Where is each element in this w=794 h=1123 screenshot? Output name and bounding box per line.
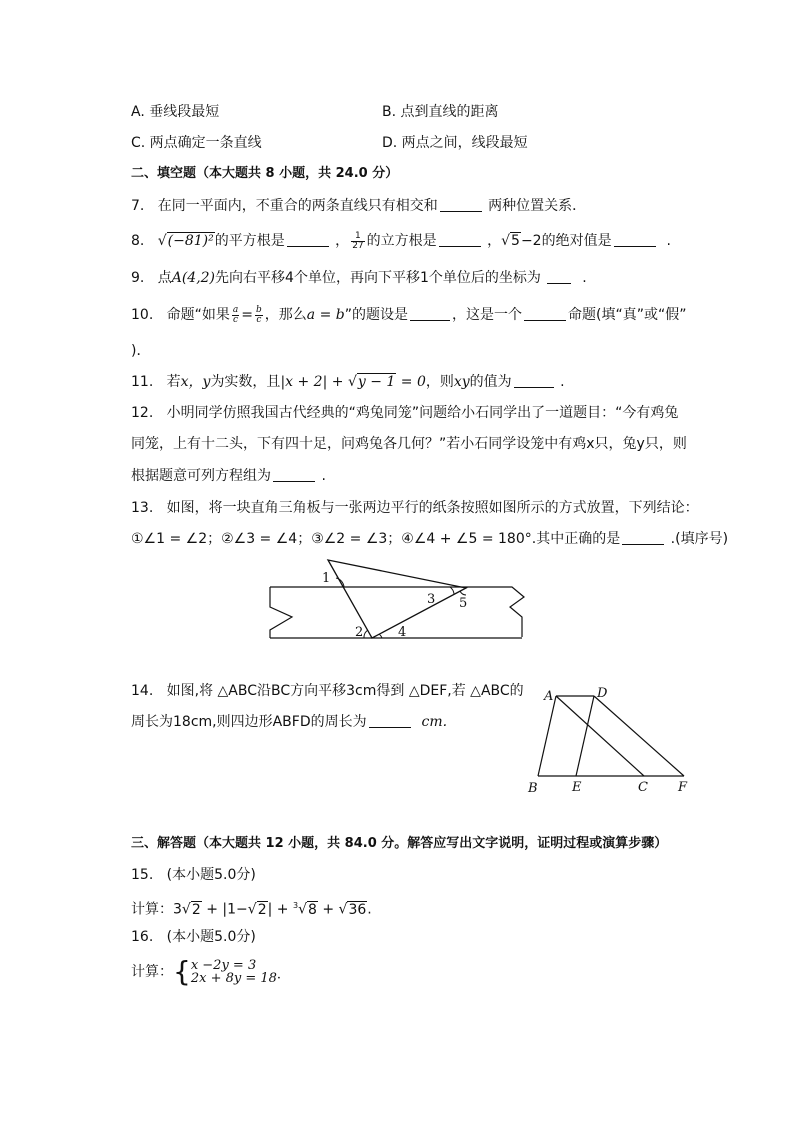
point-label-d: D bbox=[597, 686, 608, 701]
question-15-expression bbox=[131, 896, 372, 920]
question-12-line-1 bbox=[131, 403, 678, 423]
question-text: 先向右平移4个单位，再向下平移1个单位后的坐标为 bbox=[215, 270, 541, 286]
answer-blank[interactable] bbox=[547, 269, 571, 284]
question-text: 的绝对值是 bbox=[541, 233, 612, 249]
expression-part: | + bbox=[267, 901, 293, 918]
question-11 bbox=[131, 372, 565, 392]
question-16-header bbox=[131, 927, 256, 947]
sqrt-sign: √ bbox=[338, 901, 348, 918]
sqrt-expression: y − 1 bbox=[357, 374, 396, 390]
sqrt-5: 5 bbox=[511, 233, 520, 249]
answer-blank[interactable] bbox=[614, 232, 656, 247]
fraction-a-c: $\frac{a}{c}$ bbox=[232, 304, 239, 325]
end-mark: . bbox=[321, 468, 326, 484]
calc-label: 计算： bbox=[131, 901, 173, 918]
question-text: ”的题设是 bbox=[344, 307, 408, 323]
question-number: 11. bbox=[131, 374, 154, 390]
unit: cm. bbox=[421, 714, 448, 730]
condition: a = b bbox=[306, 307, 345, 323]
expression-part: + bbox=[317, 901, 339, 918]
score: (本小题5.0分) bbox=[166, 929, 256, 945]
question-15-header bbox=[131, 865, 256, 885]
point-label-a: A bbox=[544, 689, 554, 704]
product-xy: xy bbox=[453, 374, 470, 390]
question-text: 的平方根是 bbox=[214, 233, 285, 249]
question-12-line-2: 同笼，上有十二头，下有四十足，问鸡兔各几何？”若小石同学设笼中有鸡x只，兔y只，则 bbox=[131, 436, 687, 452]
question-12-line-3 bbox=[131, 466, 326, 486]
section-3-title: 三、解答题（本大题共 12 小题，共 84.0 分。解答应写出文字说明，证明过程或演算步骤） bbox=[131, 836, 668, 851]
score: (本小题5.0分) bbox=[166, 867, 256, 883]
end-mark: . bbox=[582, 270, 587, 286]
question-number: 8. bbox=[131, 233, 145, 249]
radicand: 36 bbox=[348, 901, 367, 918]
point-label-b: B bbox=[528, 781, 538, 796]
question-7 bbox=[131, 196, 586, 216]
question-16-system bbox=[131, 955, 282, 988]
coefficient: 3 bbox=[173, 901, 182, 918]
expression-part: + |1− bbox=[201, 901, 248, 918]
answer-blank[interactable] bbox=[410, 306, 450, 321]
answer-blank[interactable] bbox=[440, 197, 482, 212]
answer-blank[interactable] bbox=[622, 530, 664, 545]
question-text: ，则 bbox=[425, 374, 454, 390]
question-text: 在同一平面内，不重合的两条直线只有相交和 bbox=[157, 198, 438, 214]
sqrt-sign: √ bbox=[501, 233, 511, 249]
abs-expression: |x + 2| + bbox=[280, 374, 348, 390]
question-text: ，这是一个 bbox=[451, 307, 522, 323]
question-13-line-2 bbox=[131, 529, 728, 549]
question-number: 13. bbox=[131, 500, 154, 516]
angle-label-4: 4 bbox=[398, 625, 407, 640]
question-14-line-2 bbox=[131, 712, 447, 732]
answer-blank[interactable] bbox=[439, 232, 481, 247]
question-number: 15. bbox=[131, 867, 154, 883]
radicand: 8 bbox=[307, 901, 317, 918]
point-label-e: E bbox=[572, 780, 582, 795]
question-text: 小明同学仿照我国古代经典的“鸡兔同笼”问题给小石同学出了一道题目：“今有鸡兔 bbox=[166, 405, 679, 421]
sqrt-sign: √ bbox=[157, 233, 167, 249]
question-8: 8. √(−81)²的平方根是 ， $\frac{1}{27}$ 的立方根是 ，√5−2的绝对值是 . bbox=[131, 230, 671, 251]
point-label: A(4,2) bbox=[171, 270, 216, 286]
fraction: $\frac{1}{27}$ bbox=[352, 230, 364, 251]
radicand: 2 bbox=[257, 901, 267, 918]
angle-label-5: 5 bbox=[459, 596, 468, 611]
option-d: D. 两点之间，线段最短 bbox=[382, 135, 528, 151]
question-text: ，那么 bbox=[264, 307, 307, 323]
question-text: 命题(填“真”或“假” bbox=[567, 307, 687, 323]
question-text: 的立方根是 bbox=[366, 233, 437, 249]
question-text: 根据题意可列方程组为 bbox=[131, 468, 271, 484]
question-number: 10. bbox=[131, 307, 154, 323]
sqrt-sign: √ bbox=[298, 901, 307, 918]
variables: x，y bbox=[180, 374, 211, 390]
end-mark: . bbox=[560, 374, 565, 390]
question-text: 如图,将 △ABC沿BC方向平移3cm得到 △DEF,若 △ABC的 bbox=[166, 683, 524, 699]
question-number: 16. bbox=[131, 929, 154, 945]
answer-blank[interactable] bbox=[369, 713, 411, 728]
end-mark: · bbox=[276, 971, 282, 986]
brace-icon: { bbox=[173, 955, 191, 988]
sqrt-sign: √ bbox=[181, 901, 191, 918]
question-text: ①∠1 = ∠2；②∠3 = ∠4；③∠2 = ∠3；④∠4 + ∠5 = 180°.其中正确的是 bbox=[131, 531, 621, 547]
question-text: 点 bbox=[157, 270, 172, 286]
question-text: 若 bbox=[166, 374, 181, 390]
root-index: 3 bbox=[292, 901, 299, 910]
sqrt-expression: (−81)² bbox=[167, 233, 214, 249]
equation-system bbox=[191, 959, 281, 985]
question-9 bbox=[131, 268, 587, 288]
minus-two: −2 bbox=[520, 233, 542, 249]
answer-blank[interactable] bbox=[273, 467, 315, 482]
angle-label-1: 1 bbox=[322, 571, 331, 586]
fraction-b-c: $\frac{b}{c}$ bbox=[256, 304, 262, 325]
question-number: 7. bbox=[131, 198, 145, 214]
equation-1: x −2y = 3 bbox=[190, 958, 257, 973]
point-label-f: F bbox=[678, 780, 688, 795]
end-mark: . bbox=[666, 233, 671, 249]
sqrt-sign: √ bbox=[247, 901, 257, 918]
question-14-line-1 bbox=[131, 681, 524, 701]
answer-blank[interactable] bbox=[524, 306, 566, 321]
option-b: B. 点到直线的距离 bbox=[382, 104, 499, 120]
question-text: 的值为 bbox=[469, 374, 512, 390]
equation-2: 2x + 8y = 18 bbox=[190, 971, 277, 986]
question-text: 为实数，且 bbox=[210, 374, 281, 390]
answer-blank[interactable] bbox=[514, 373, 554, 388]
question-text: 命题“如果 bbox=[166, 307, 230, 323]
question-number: 12. bbox=[131, 405, 154, 421]
equals-zero: = 0 bbox=[396, 374, 426, 390]
option-a: A. 垂线段最短 bbox=[131, 104, 220, 120]
option-c: C. 两点确定一条直线 bbox=[131, 135, 262, 151]
question-text: .(填序号) bbox=[670, 531, 729, 547]
question-number: 14. bbox=[131, 683, 154, 699]
end-mark: . bbox=[367, 901, 372, 918]
sqrt-sign: √ bbox=[347, 374, 357, 390]
point-label-c: C bbox=[638, 780, 648, 795]
angle-label-2: 2 bbox=[355, 625, 364, 640]
question-13-line-1 bbox=[131, 498, 699, 518]
question-text: 周长为18cm,则四边形ABFD的周长为 bbox=[131, 714, 367, 730]
figure-triangle-strip bbox=[264, 552, 530, 646]
radicand: 2 bbox=[191, 901, 201, 918]
question-text: 两种位置关系． bbox=[483, 198, 587, 214]
question-10-cont: )． bbox=[131, 343, 151, 359]
question-text: 如图，将一块直角三角板与一张两边平行的纸条按照如图所示的方式放置，下列结论： bbox=[166, 500, 699, 516]
answer-blank[interactable] bbox=[287, 232, 329, 247]
section-2-title: 二、填空题（本大题共 8 小题，共 24.0 分） bbox=[131, 166, 399, 181]
question-number: 9. bbox=[131, 270, 145, 286]
calc-label: 计算： bbox=[131, 964, 173, 980]
equals-sign: = bbox=[241, 307, 253, 323]
angle-label-3: 3 bbox=[427, 592, 436, 607]
figure-translation bbox=[520, 682, 700, 798]
question-10 bbox=[131, 305, 686, 325]
